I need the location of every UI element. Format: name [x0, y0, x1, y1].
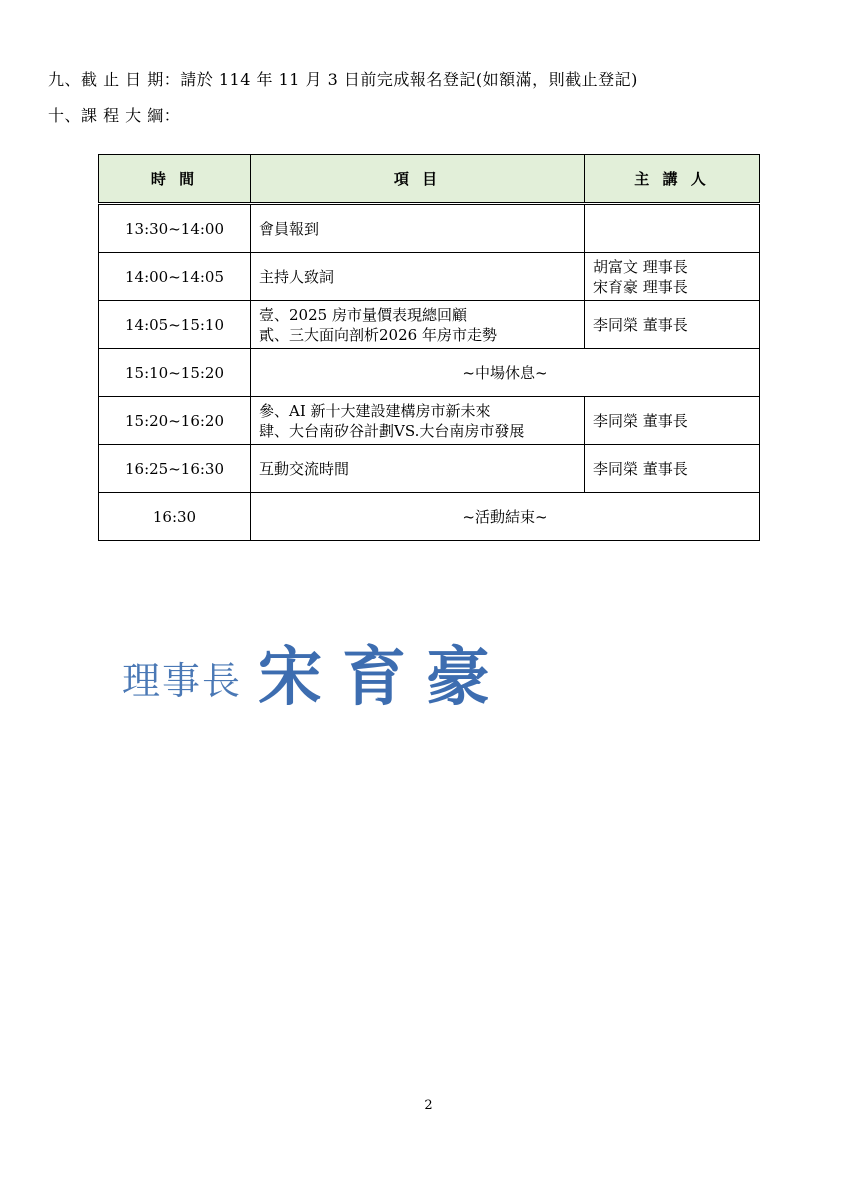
- time-cell: 16:25~16:30: [99, 445, 251, 493]
- item-cell: 互動交流時間: [251, 445, 585, 493]
- table-row: [99, 349, 760, 397]
- table-row: [99, 253, 760, 301]
- header-speaker: 主 講 人: [585, 155, 760, 204]
- deadline-text: 請於 114 年 11 月 3 日前完成報名登記(如額滿，則截止登記): [180, 70, 638, 89]
- speaker-cell: [585, 253, 760, 301]
- speaker-cell: [585, 204, 760, 253]
- chairman-stamp: [118, 620, 518, 720]
- header-item: 項 目: [251, 155, 585, 204]
- time-cell: 15:20~16:20: [99, 397, 251, 445]
- page-number: 2: [424, 1098, 433, 1113]
- stamp-title: 理事長: [122, 659, 243, 703]
- speaker-cell: 李同榮 董事長: [585, 397, 760, 445]
- schedule-header-row: [99, 155, 760, 204]
- item-cell: [251, 397, 585, 445]
- time-cell: 13:30~14:00: [99, 204, 251, 253]
- item-cell: [251, 301, 585, 349]
- table-row: [99, 397, 760, 445]
- item-line: 貳、三大面向剖析2026 年房市走勢: [259, 325, 497, 344]
- deadline-label: 九、截 止 日 期：: [48, 70, 181, 89]
- header-time: 時 間: [99, 155, 251, 204]
- schedule-table: [98, 154, 760, 541]
- speaker-cell: 李同榮 董事長: [585, 445, 760, 493]
- speaker-cell: 李同榮 董事長: [585, 301, 760, 349]
- outline-heading: 十、課 程 大 綱：: [48, 106, 181, 125]
- table-row: [99, 493, 760, 541]
- time-cell: 16:30: [99, 493, 251, 541]
- item-cell: 主持人致詞: [251, 253, 585, 301]
- table-row: [99, 204, 760, 253]
- break-cell: ~中場休息~: [251, 349, 760, 397]
- deadline-line: [48, 70, 638, 90]
- end-cell: ~活動結束~: [251, 493, 760, 541]
- table-row: [99, 301, 760, 349]
- item-cell: 會員報到: [251, 204, 585, 253]
- table-row: [99, 445, 760, 493]
- time-cell: 15:10~15:20: [99, 349, 251, 397]
- speaker-name: 胡富文 理事長: [593, 257, 688, 276]
- speaker-name: 宋育豪 理事長: [593, 277, 688, 296]
- item-line: 壹、2025 房市量價表現總回顧: [259, 305, 467, 324]
- item-line: 肆、大台南矽谷計劃VS.大台南房市發展: [259, 421, 525, 440]
- stamp-name: 宋育豪: [258, 640, 510, 715]
- item-line: 參、AI 新十大建設建構房市新未來: [259, 401, 491, 420]
- time-cell: 14:00~14:05: [99, 253, 251, 301]
- time-cell: 14:05~15:10: [99, 301, 251, 349]
